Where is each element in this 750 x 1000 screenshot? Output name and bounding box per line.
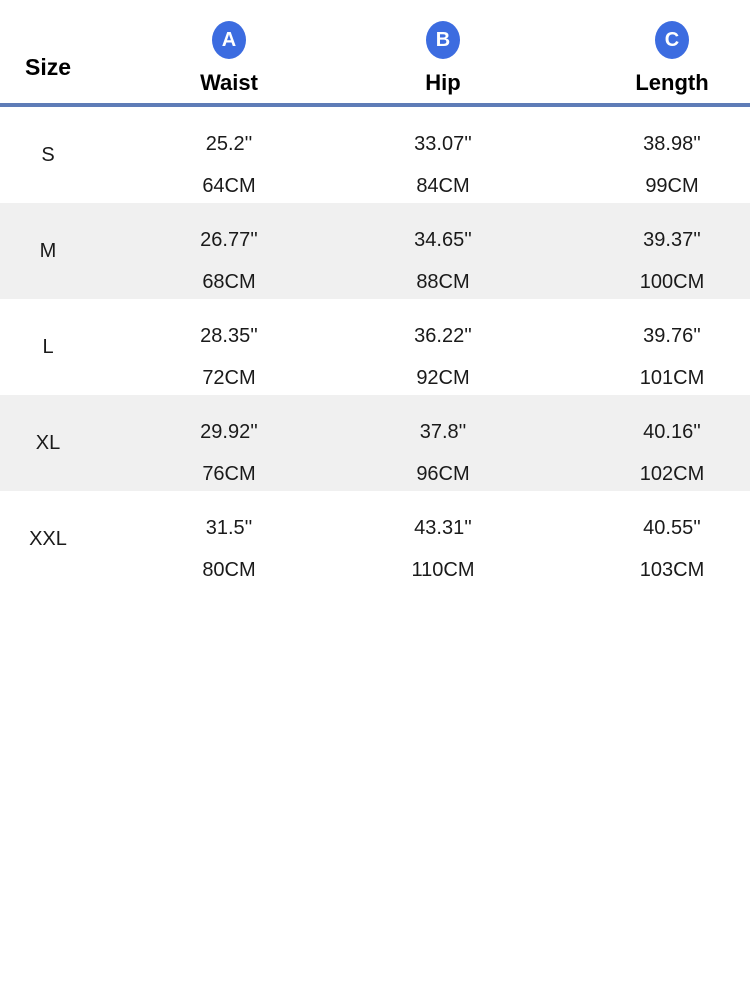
table-row	[0, 107, 750, 203]
table-row	[0, 395, 750, 491]
badge-c-icon: C	[655, 21, 689, 59]
waist-cell	[110, 395, 348, 491]
table-row	[0, 491, 750, 587]
hip-inches-value: 36.22''	[414, 325, 472, 347]
hip-cell	[348, 203, 538, 299]
waist-inches-value: 29.92''	[200, 421, 258, 443]
size-label: M	[39, 239, 57, 262]
hip-cm-value: 110CM	[411, 559, 475, 581]
waist-cm-value: 72CM	[202, 367, 256, 389]
length-cm-value: 102CM	[639, 463, 705, 485]
length-cell	[538, 203, 750, 299]
waist-cm-value: 64CM	[202, 175, 256, 197]
waist-cm-value: 68CM	[202, 271, 256, 293]
waist-inches-value: 31.5''	[205, 517, 253, 539]
waist-cell	[110, 203, 348, 299]
waist-inches-value: 25.2''	[205, 133, 253, 155]
length-cm-value: 103CM	[639, 559, 705, 581]
length-cell	[538, 491, 750, 587]
hip-cm-value: 96CM	[416, 463, 470, 485]
waist-cell	[110, 491, 348, 587]
hip-cm-value: 84CM	[416, 175, 470, 197]
hip-cell	[348, 491, 538, 587]
length-cm-value: 99CM	[645, 175, 699, 197]
hip-cell	[348, 299, 538, 395]
badge-a-icon: A	[212, 21, 246, 59]
hip-column-header	[348, 0, 538, 103]
waist-inches-value: 28.35''	[200, 325, 258, 347]
length-inches-value: 38.98''	[643, 133, 701, 155]
hip-column-label: Hip	[425, 70, 461, 95]
hip-inches-value: 34.65''	[414, 229, 472, 251]
waist-column-label: Waist	[200, 70, 258, 95]
size-label: XXL	[29, 527, 67, 550]
hip-inches-value: 37.8''	[419, 421, 467, 443]
hip-cell	[348, 395, 538, 491]
hip-inches-value: 43.31''	[414, 517, 472, 539]
table-header	[0, 0, 750, 107]
table-row	[0, 299, 750, 395]
waist-cm-value: 76CM	[202, 463, 256, 485]
length-column-header	[538, 0, 750, 103]
waist-cell	[110, 107, 348, 203]
length-inches-value: 40.55''	[643, 517, 701, 539]
hip-inches-value: 33.07''	[414, 133, 472, 155]
size-label: XL	[35, 431, 61, 454]
hip-cell	[348, 107, 538, 203]
size-label: L	[42, 335, 54, 358]
size-column-header: Size	[24, 54, 72, 80]
length-inches-value: 39.76''	[643, 325, 701, 347]
length-inches-value: 40.16''	[643, 421, 701, 443]
length-cell	[538, 107, 750, 203]
hip-cm-value: 88CM	[416, 271, 470, 293]
length-cm-value: 100CM	[639, 271, 705, 293]
length-column-label: Length	[635, 70, 709, 95]
badge-b-icon: B	[426, 21, 460, 59]
hip-cm-value: 92CM	[416, 367, 470, 389]
length-cm-value: 101CM	[639, 367, 705, 389]
waist-column-header	[110, 0, 348, 103]
waist-inches-value: 26.77''	[200, 229, 258, 251]
length-inches-value: 39.37''	[643, 229, 701, 251]
waist-cell	[110, 299, 348, 395]
waist-cm-value: 80CM	[202, 559, 256, 581]
length-cell	[538, 395, 750, 491]
size-label: S	[41, 143, 55, 166]
length-cell	[538, 299, 750, 395]
table-row	[0, 203, 750, 299]
